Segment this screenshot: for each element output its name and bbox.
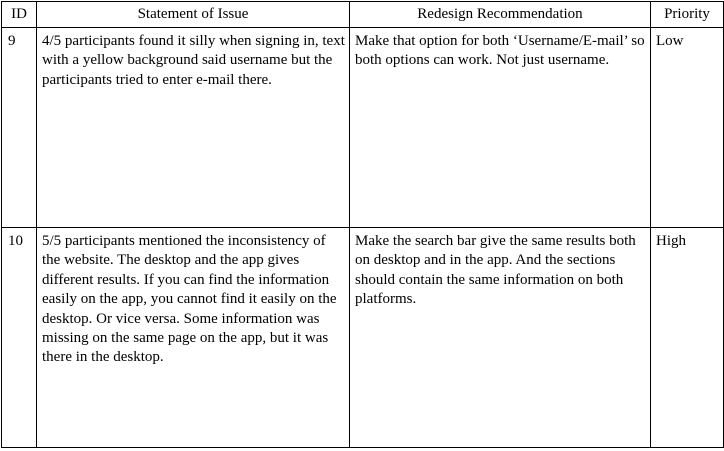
header-priority: Priority (651, 2, 724, 28)
cell-priority: High (651, 228, 724, 448)
cell-id: 10 (2, 228, 37, 448)
table-row (2, 228, 724, 448)
cell-id: 9 (2, 28, 37, 228)
cell-statement-of-issue: 4/5 participants found it silly when signing in, text with a yellow background said username but the participants tried to enter e-mail there. (37, 28, 350, 228)
cell-priority: Low (651, 28, 724, 228)
usability-issues-table (1, 1, 724, 448)
table-header-row (2, 2, 724, 28)
cell-statement-of-issue: 5/5 participants mentioned the inconsistency of the website. The desktop and the app gives different results. If you can find the information easily on the app, you cannot find it easily on the desktop. Or vice versa. Some information was missing on the same page on the app, but it was there in the desktop. (37, 228, 350, 448)
header-id: ID (2, 2, 37, 28)
cell-redesign-recommendation: Make the search bar give the same results both on desktop and in the app. And the sections should contain the same information on both platforms. (350, 228, 651, 448)
table-row (2, 28, 724, 228)
header-redesign-recommendation: Redesign Recommendation (350, 2, 651, 28)
cell-redesign-recommendation: Make that option for both ‘Username/E-mail’ so both options can work. Not just username. (350, 28, 651, 228)
header-statement-of-issue: Statement of Issue (37, 2, 350, 28)
